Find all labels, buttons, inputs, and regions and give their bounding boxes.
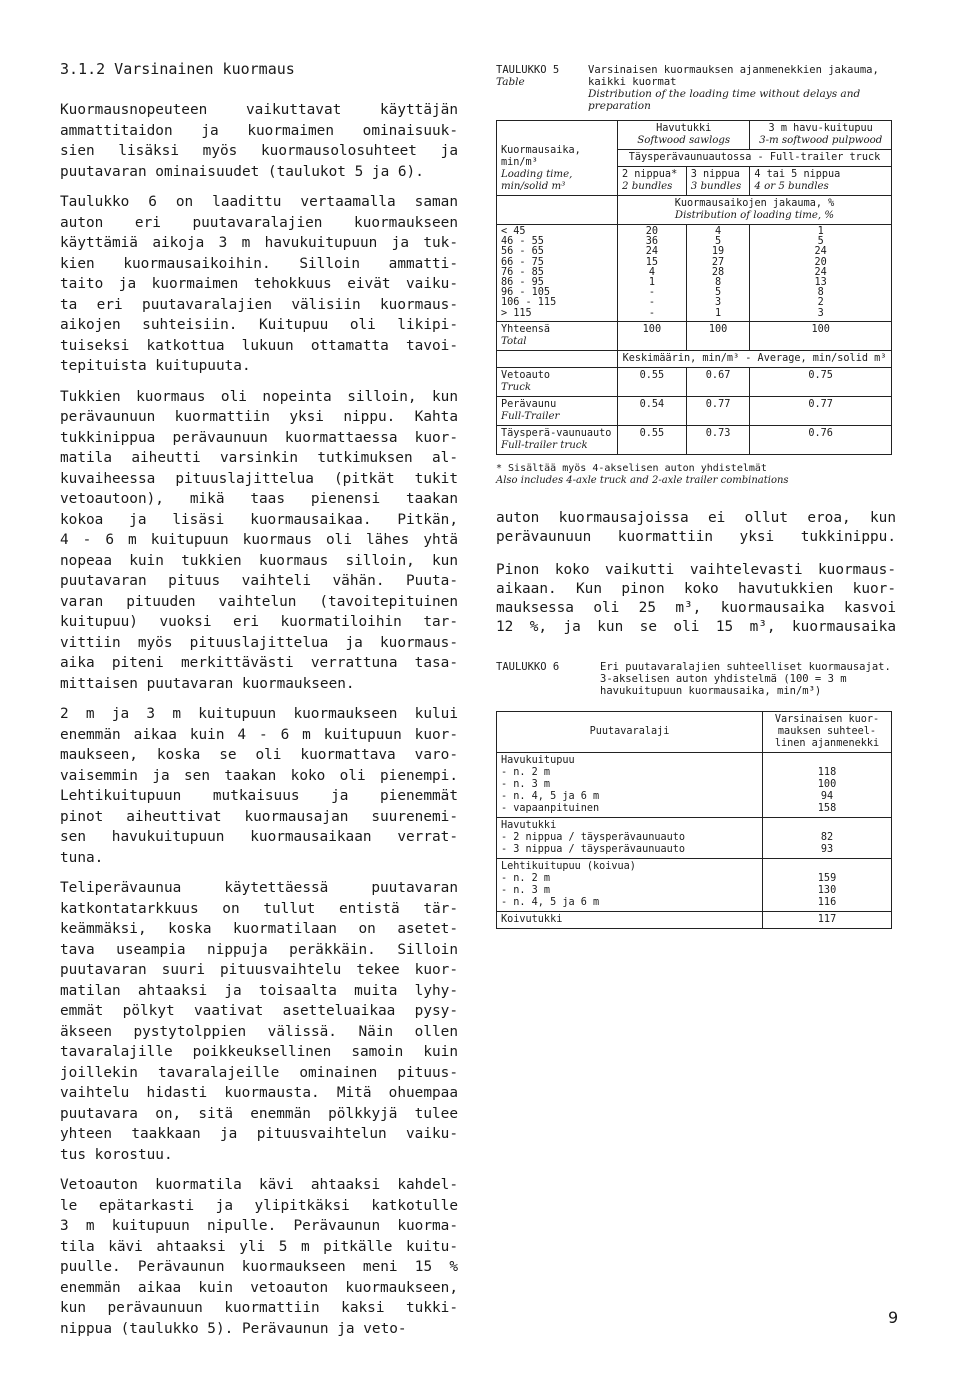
t5-row-label-en: Full-Trailer [501,410,560,422]
t5-header-left-en: Loading time, min/solid m³ [501,169,573,192]
footnote-en: Also includes 4-axle truck and 2-axle trailer combinations [496,474,789,486]
text-line: varan pituuden vaihtelun (tavoitepituinen [60,593,458,610]
t5-value: 3 [817,307,824,319]
text-line: mauksessa oli 25 m³, kuormausaika kasvoi [496,599,896,616]
t6-value: 100 [817,778,837,790]
spacer [767,755,887,767]
t6-group [497,858,892,911]
t5-value: 13 [814,276,827,288]
t5-cell: 0.75 [750,367,892,396]
right-text [496,509,896,637]
t6-value: 130 [817,884,837,896]
t5-value: 15 [645,256,659,268]
t6-item-label: - n. 2 m [501,872,551,884]
t6-item-label: - n. 3 m [501,778,551,790]
t5-value: 24 [645,246,659,258]
text-line: kokoa ja lisäsi kuormausaikaa. Pitkän, [60,511,458,528]
text-line: matilan ahtaaksi ja toisaalta muita lyhy- [60,982,458,999]
t5-cell: 0.77 [686,396,750,425]
text-line: Tukkien kuormaus oli nopeinta silloin, kun [60,388,458,405]
text-line: kuvaiheessa pituuslajittelua (pitkät tukit [60,470,458,487]
t5-value: 66 - 75 [501,256,544,268]
t5-dist-header-en: Distribution of loading time, % [674,210,835,221]
table5 [496,120,892,455]
text-line: aikaan. Kun pinon koko havutukkien kuor- [496,580,896,597]
t5-value: 27 [711,256,725,268]
t6-item-label: - vapaanpituinen [501,802,600,814]
t6-value: 159 [817,872,837,884]
t6-value-cell [763,911,892,928]
t5-value: 2 [817,297,824,309]
t6-group-name: Koivutukki [501,913,563,925]
t5-value: 1 [715,307,722,319]
t6-value: 118 [817,766,837,778]
spacer [767,820,887,832]
text-line: vaihtelu hidasti kuormausta. Mitä ohuempaa [60,1085,458,1101]
t6-group [497,817,892,858]
t5-value: - [648,287,655,299]
paragraph [60,878,458,1165]
text-line: tuna. [60,849,104,866]
t6-value-cell [763,752,892,817]
t5-value: 5 [817,236,824,248]
t5-cell: 0.55 [618,425,687,454]
t5-value: 1 [648,276,655,288]
text-line: puutavaran ominaisuudet (taulukot 5 ja 6). [60,163,424,180]
t5-full-trailer: Täysperävaunuautossa - Full-trailer truck [618,150,892,167]
t5-header-left: Kuormausaika, min/m³ [501,145,581,168]
t5-value: 56 - 65 [501,246,544,258]
t6-group-cell [497,911,763,928]
text-line: tila kävi ahtaaksi yli 5 m pitkälle kuitu- [60,1238,458,1255]
text-line: tepituista kuitupuuta. [60,358,251,374]
t5-value: 1 [817,226,824,237]
text-line: käyttämiä aikoja 3 m havukuitupuun ja tuk- [60,235,458,251]
text-line: sien lisäksi myös kuormausolosuhteet ja [60,143,458,159]
t5-value: 24 [814,246,827,258]
t5-value: 86 - 95 [501,276,544,288]
text-line: enemmän aikaa kuin 4 - 6 m kuitupuun kuor- [60,726,458,743]
text-line: kuitupuu) vuoksi eri kuormatiloihin tar- [60,614,458,630]
right-column [496,64,896,929]
text-line: 4 - 6 m kuitupuun kuormaus oli lähes yhtä [60,532,458,548]
t5-value: 28 [711,266,725,278]
text-line: auton eri puutavaralajien kuormaukseen [60,214,458,231]
text-line: Teliperävaunua käytettäessä puutavaran [60,880,458,896]
t5-cell: 0.67 [686,367,750,396]
t5-row-label: Täysperä-vaunuauto [501,427,612,439]
text-line: perävaunuun kuormattiin yksi tukkinippu. [496,528,896,545]
t5-cell: 0.76 [750,425,892,454]
text-line: äkseen pystytolppien välissä. Näin ollen [60,1023,458,1040]
text-line: auton kuormausajoissa ei ollut eroa, kun [496,509,896,526]
t6-group [497,911,892,928]
text-line: puutavaran suuri pituusvaihtelu tekee kuor- [60,962,458,978]
t5-value: 4 [715,226,722,237]
text-line: keämmäksi, koska kuormatilaan on asetet- [60,921,458,937]
text-line: maukseen, koska se oli kuormattava varo- [60,747,458,763]
text-line: tavaralajille poikkeuksellinen samoin kuin [60,1044,458,1060]
t6-item-label: - n. 2 m [501,766,551,778]
paragraph [60,100,458,182]
paragraph [60,387,458,695]
text-line: nopeaa kuin tukkien kuormaus silloin, kun [60,552,458,569]
t6-group-cell [497,817,763,858]
text-line: vaisemmin ja sen taakan koko oli pienempi. [60,767,458,784]
page-number: 9 [888,1308,899,1327]
t5-value: 5 [715,236,722,248]
t5-value: 46 - 55 [501,236,544,248]
text-line: mittaisen puutavaran kuormaukseen. [60,675,355,692]
t5-total-1: 100 [618,321,687,350]
t5-value: 4 [648,266,655,278]
t5-value: 20 [645,226,659,237]
t6-value: 117 [817,913,837,925]
t5-ranges [497,225,618,322]
text-line: matila aiheutti varsinkin tutkimuksen al- [60,450,458,466]
text-line: Taulukko 6 on laadittu vertaamalla saman [60,194,458,210]
t5-value: < 45 [501,226,526,237]
t5-total-label-en: Total [501,335,527,347]
text-line: ta eri puutavaralajien välisiin kuormaus- [60,296,458,313]
t5-row-label: Vetoauto [501,369,551,381]
text-line: tuiseksi katkottua lukuun ottamatta tavoi- [60,337,458,354]
text-line: Lehtikuitupuun mutkaisuus ja pienemmät [60,788,458,804]
text-line: emmät pölkyt vaativat asetteluaikaa pysy- [60,1003,458,1019]
t5-value: - [648,307,655,319]
t5-value: 20 [814,256,827,268]
footnote-fi: * Sisältää myös 4-akselisen auton yhdistelmät [496,462,767,474]
text-line: 2 m ja 3 m kuitupuun kuormaukseen kului [60,706,458,722]
text-line: Pinon koko vaikutti vaihtelevasti kuormaus- [496,561,896,578]
text-line: nippua (taulukko 5). Perävaunun ja veto- [60,1320,407,1337]
text-line: puutavaran pituus vaihteli vähän. Puuta- [60,573,458,589]
table5-label-en: Table [496,76,525,88]
t6-value: 94 [820,790,834,802]
t5-group2: 3 m havu-kuitupuu [768,123,873,134]
t6-item-label: - 2 nippua / täysperävaunuauto [501,831,686,843]
t5-cell: 0.55 [618,367,687,396]
text-line: perävaunuun kuormattiin yksi nippu. Kahta [60,409,458,425]
t5-value: > 115 [501,307,532,319]
table6 [496,711,892,929]
t5-value: 19 [711,246,725,258]
t5-col1 [618,225,687,322]
table5-footnote [496,463,896,487]
text-line: tukkinippua perävaunuun kuormattaessa kuor- [60,429,458,446]
t5-sub1: 2 nippua* [622,169,678,180]
t6-item-label: - n. 4, 5 ja 6 m [501,896,600,908]
t6-body [497,752,892,928]
t5-group2-en: 3-m softwood pulpwood [759,135,883,146]
t5-value: - [648,297,655,309]
text-line: vetoautoon), mikä taas pienensi taakan [60,491,458,507]
t5-sub1-en: 2 bundles [622,181,673,192]
t5-value: 76 - 85 [501,266,544,278]
section-heading: 3.1.2 Varsinainen kuormaus [60,60,295,78]
text-line: taito ja kuormaimen tehokkuus eivät vaiku- [60,276,458,292]
text-line: puutavara on, sitä enemmän pölkkyjä tulee [60,1105,458,1122]
t5-row-label: Perävaunu [501,398,557,410]
t6-group-cell [497,752,763,817]
spacer [767,861,887,873]
text-line: kien kuormausaikoihin. Silloin ammatti- [60,255,458,272]
paragraph [60,1175,458,1339]
text-line: aika piteni merkittävästi verrattuna tasa- [60,655,458,671]
t5-cell: 0.77 [750,396,892,425]
t5-group1: Havutukki [656,123,712,134]
left-column [60,60,458,1349]
t6-value: 93 [820,843,834,855]
t6-value: 116 [817,896,837,908]
text-line: aikojen suhteisiin. Kuitupuu oli likipi- [60,317,458,333]
t5-cell: 0.54 [618,396,687,425]
table5-title-en: Distribution of the loading time without delays and preparation [588,88,861,112]
t5-row-label-en: Full-trailer truck [501,439,588,451]
t6-item-label: - n. 3 m [501,884,551,896]
t5-total-3: 100 [750,321,892,350]
t5-group1-en: Softwood sawlogs [637,135,731,146]
text-line: vittiin myös pituuslajittelua ja kuormaus- [60,634,458,651]
t5-avg-header: Keskimäärin, min/m³ - Average, min/solid m³ [618,350,892,367]
t6-item-label: - 3 nippua / täysperävaunuauto [501,843,686,855]
text-line: 3 m kuitupuun nipulle. Perävaunun kuorma- [60,1218,458,1234]
t6-value: 82 [820,831,834,843]
t5-value: 5 [715,287,722,299]
left-paragraphs [60,100,458,1339]
t5-sub2: 3 nippua [690,169,740,180]
text-line: katkontatarkkuus on tullut entistä tär- [60,900,458,917]
text-line: le epätarkasti ja ylipitkäksi katkotulle [60,1197,458,1214]
table5-label: TAULUKKO 5 [496,64,560,76]
t5-dist-header: Kuormausaikojen jakauma, % [674,198,835,209]
t6-col1-header: Puutavaralaji [497,711,763,752]
t5-col2 [686,225,750,322]
paragraph [496,509,896,547]
table5-caption [496,64,896,112]
t5-value: 36 [645,236,659,248]
t5-col3 [750,225,892,322]
paragraph [496,561,896,637]
text-line: Kuormausnopeuteen vaikuttavat käyttäjän [60,102,458,118]
text-line: joillekin tavaralajeille ominainen pituus- [60,1064,458,1081]
t5-value: 8 [715,276,722,288]
t6-group-name: Havukuitupuu [501,754,575,766]
text-line: ammattitaidon ja kuormaimen ominaisuuk- [60,122,458,139]
text-line: 12 %, ja kun se oli 15 m³, kuormausaika [496,618,896,635]
table5-title: Varsinaisen kuormauksen ajanmenekkien jakauma, kaikki kuormat [588,64,879,88]
text-line: puulle. Perävaunun kuormaukseen meni 15 % [60,1259,458,1275]
text-line: enemmän aikaa kuin vetoauton kuormaukseen, [60,1279,458,1296]
text-line: pinot aiheuttivat kuormausajan suurenemi- [60,808,458,825]
text-line: Vetoauton kuormatila kävi ahtaaksi kahdel- [60,1177,458,1193]
t5-value: 8 [817,287,824,299]
paragraph [60,704,458,868]
t6-value-cell [763,858,892,911]
text-line: yhteen taakkaan ja pituusvaihtelun vaiku- [60,1126,458,1142]
t5-total-label: Yhteensä [501,323,551,335]
text-line: kun perävaunuun kuormattiin kaksi tukki- [60,1300,458,1316]
t6-group [497,752,892,817]
text-line: sen havukuitupuun kuormausaikaan verrat- [60,829,458,845]
t6-item-label: - n. 4, 5 ja 6 m [501,790,600,802]
text-line: tus korostuu. [60,1146,173,1163]
t6-group-name: Lehtikuitupuu (koivua) [501,860,636,872]
t6-value: 158 [817,802,837,814]
t6-col2-header: Varsinaisen kuor-mauksen suhteel-linen ajanmenekki [763,711,892,752]
paragraph [60,192,458,377]
t5-cell: 0.73 [686,425,750,454]
table6-label: TAULUKKO 6 [496,660,560,673]
t5-sub3-en: 4 or 5 bundles [754,181,829,192]
text-line: tava useampia nippuja peräkkäin. Silloin [60,941,458,958]
t5-value: 106 - 115 [501,297,557,309]
table6-caption [496,661,896,697]
t5-value: 96 - 105 [501,287,551,299]
table6-title: Eri puutavaralajien suhteelliset kuormausajat. 3-akselisen auton yhdistelmä (100 = 3 m havukuitupuun kuormausaika, min/m³) [600,660,891,697]
t5-row-label-en: Truck [501,381,532,393]
t5-value: 3 [715,297,722,309]
t6-group-name: Havutukki [501,819,557,831]
t5-value: 24 [814,266,827,278]
t5-sub3: 4 tai 5 nippua [754,169,841,180]
t6-value-cell [763,817,892,858]
t5-sub2-en: 3 bundles [690,181,742,192]
t6-group-cell [497,858,763,911]
t5-total-2: 100 [686,321,750,350]
